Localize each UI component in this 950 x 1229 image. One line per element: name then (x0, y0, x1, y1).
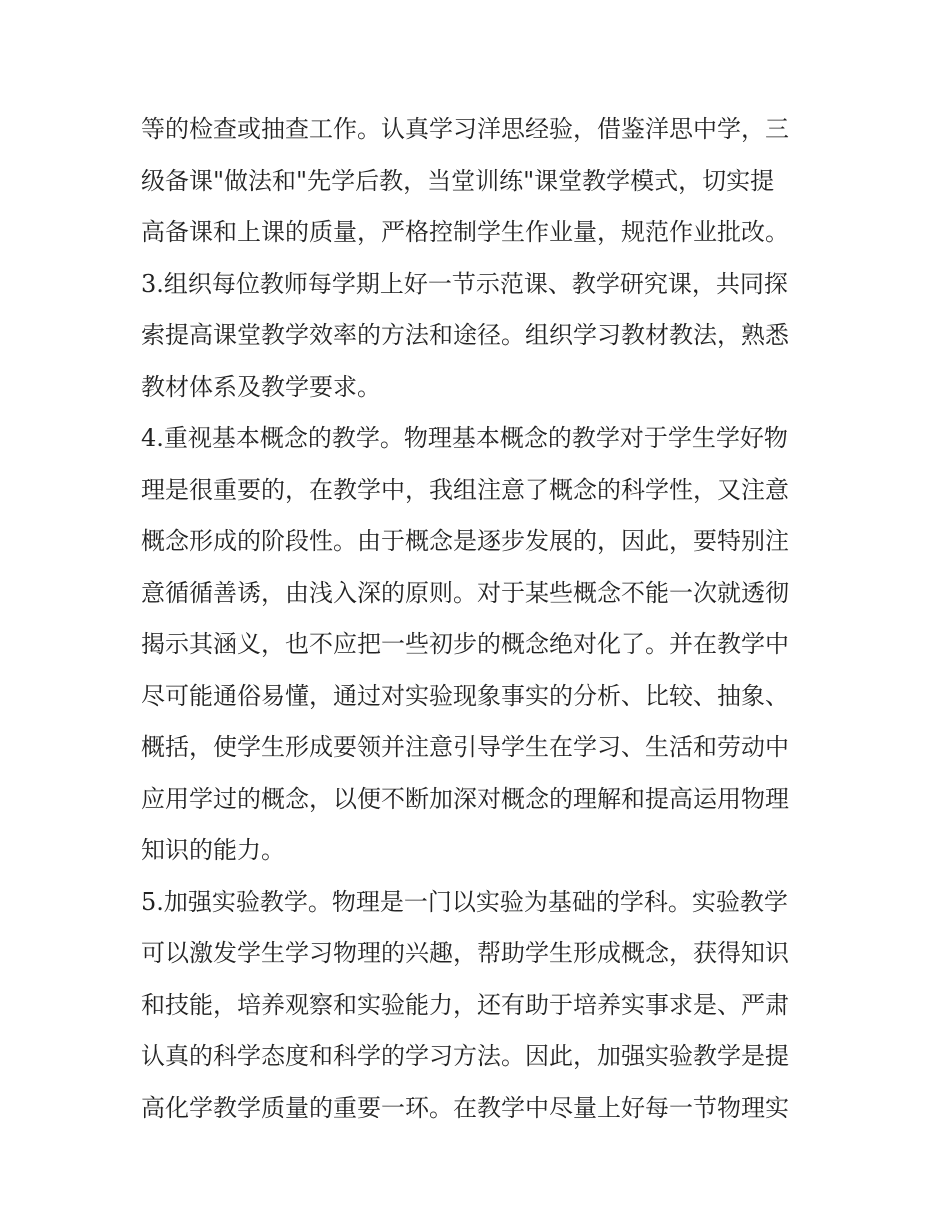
text-line: 知识的能力。 (141, 836, 285, 864)
text-line: 和技能，培养观察和实验能力，还有助于培养实事求是、严肃 (141, 990, 789, 1019)
text-line: 高化学教学质量的重要一环。在教学中尽量上好每一节物理实 (141, 1093, 789, 1122)
text-line: 级备课"做法和"先学后教，当堂训练"课堂教学模式，切实提 (141, 166, 775, 195)
text-line: 可以激发学生学习物理的兴趣，帮助学生形成概念，获得知识 (141, 939, 789, 967)
text-line: 概括，使学生形成要领并注意引导学生在学习、生活和劳动中 (141, 733, 789, 761)
text-line: 认真的科学态度和科学的学习方法。因此，加强实验教学是提 (141, 1042, 789, 1070)
text-line: 3.组织每位教师每学期上好一节示范课、教学研究课，共同探 (141, 269, 788, 298)
text-line: 4.重视基本概念的教学。物理基本概念的教学对于学生学好物 (141, 424, 788, 452)
text-line: 意循循善诱，由浅入深的原则。对于某些概念不能一次就透彻 (141, 578, 789, 607)
text-line: 教材体系及教学要求。 (141, 372, 381, 401)
text-line: 应用学过的概念，以便不断加深对概念的理解和提高运用物理 (141, 784, 789, 813)
text-line: 等的检查或抽查工作。认真学习洋思经验，借鉴洋思中学，三 (141, 115, 789, 143)
text-line: 揭示其涵义，也不应把一些初步的概念绝对化了。并在教学中 (141, 630, 789, 658)
text-line: 理是很重要的，在教学中，我组注意了概念的科学性，又注意 (141, 475, 789, 504)
text-line: 尽可能通俗易懂，通过对实验现象事实的分析、比较、抽象、 (141, 681, 789, 710)
text-line: 概念形成的阶段性。由于概念是逐步发展的，因此，要特别注 (141, 527, 789, 555)
text-line: 5.加强实验教学。物理是一门以实验为基础的学科。实验教学 (141, 887, 788, 916)
text-line: 高备课和上课的质量，严格控制学生作业量，规范作业批改。 (141, 218, 789, 246)
text-line: 索提高课堂教学效率的方法和途径。组织学习教材教法，熟悉 (141, 321, 789, 349)
body-text (141, 104, 821, 1134)
